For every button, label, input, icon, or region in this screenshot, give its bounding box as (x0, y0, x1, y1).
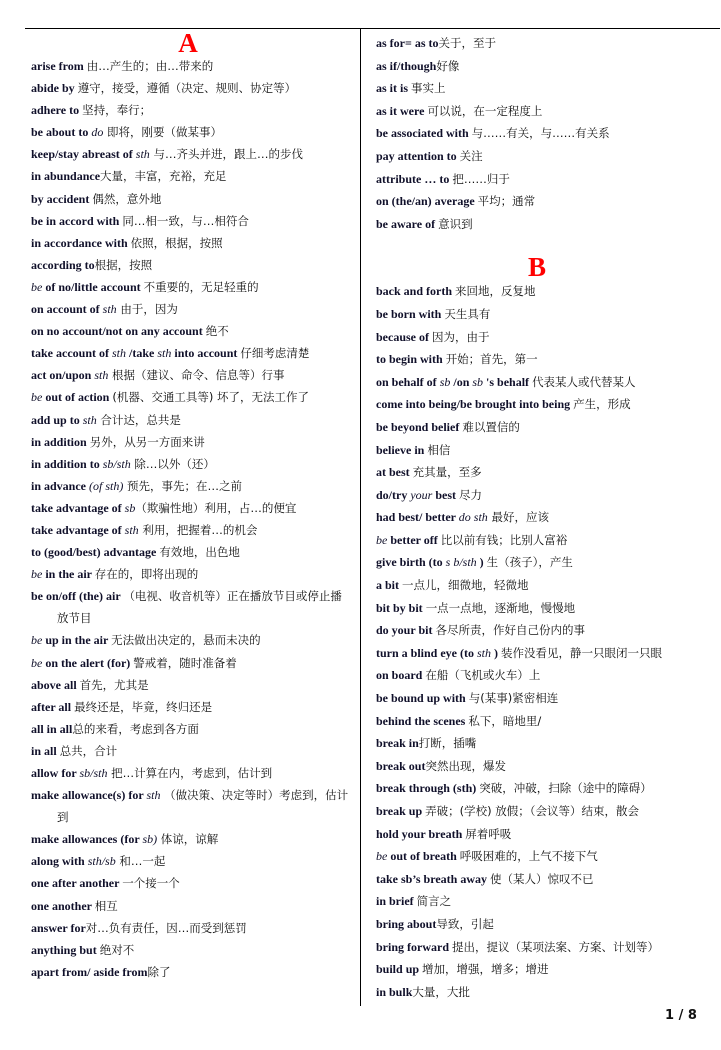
phrase-meaning: 根据，按照 (94, 257, 153, 272)
phrase-term: pay attention to (376, 148, 460, 163)
phrase-term: act on/upon (31, 368, 95, 383)
phrase-entry (376, 936, 698, 959)
phrase-term: bring forward (376, 939, 452, 954)
phrase-entry (376, 416, 698, 439)
entry-list (376, 280, 698, 1003)
phrase-meaning: 无法做出决定的，悬而未决的 (111, 633, 261, 648)
phrase-entry (31, 563, 353, 585)
phrase-term: believe in (376, 442, 428, 457)
phrase-term: make allowances (for (31, 832, 143, 847)
phrase-term: turn a blind eye (to (376, 645, 478, 660)
phrase-entry (376, 800, 698, 823)
phrase-term: do/try (376, 487, 411, 502)
phrase-term: take sb’s breath away (376, 871, 491, 886)
phrase-meaning: 把……归于 (452, 171, 510, 186)
phrase-meaning: 来回地，反复地 (455, 284, 536, 299)
phrase-meaning: 提出，提议（某项法案、方案、计划等） (452, 939, 659, 954)
phrase-meaning: 对…负有责任，因…而受到惩罚 (85, 920, 247, 935)
phrase-meaning: 关于，至于 (438, 36, 496, 50)
phrase-term: do your bit (376, 623, 436, 638)
phrase-term: all in all (31, 721, 73, 736)
phrase-meaning: 充其量，至多 (412, 465, 482, 480)
phrase-entry (31, 762, 353, 784)
phrase-meaning: 简言之 (416, 894, 452, 909)
phrase-entry (31, 342, 353, 364)
phrase-term: come into being/be brought into being (376, 397, 574, 412)
phrase-entry (376, 393, 698, 416)
phrase-term: along with (31, 854, 88, 869)
phrase-term: /take (126, 346, 158, 361)
phrase-placeholder: sth (102, 302, 117, 317)
phrase-meaning: 代表某人或代替某人 (532, 374, 636, 389)
phrase-placeholder: sb (472, 374, 484, 389)
phrase-term: be associated with (376, 126, 472, 141)
phrase-term: according to (31, 257, 95, 272)
phrase-meaning: 首先，尤其是 (79, 677, 149, 692)
phrase-entry (31, 121, 353, 143)
phrase-meaning: 好像 (436, 58, 460, 73)
phrase-term: as it were (376, 103, 428, 118)
phrase-entry (376, 981, 698, 1004)
phrase-entry (31, 674, 353, 696)
phrase-term: one after another (31, 876, 123, 891)
phrase-entry (376, 958, 698, 981)
phrase-meaning: 总的来看，考虑到各方面 (72, 721, 199, 736)
phrase-meaning: 一点一点地，逐渐地，慢慢地 (425, 600, 576, 615)
phrase-meaning: 一点儿，细微地，轻微地 (402, 578, 529, 593)
phrase-term: in accordance with (31, 235, 131, 250)
phrase-meaning: 遵守，接受，遵循（决定、规则、协定等） (77, 81, 297, 96)
phrase-term: on behalf of (376, 374, 440, 389)
phrase-meaning: 事实上 (411, 81, 446, 96)
phrase-entry (31, 696, 353, 718)
phrase-meaning: 依照，根据，按照 (130, 235, 223, 250)
phrase-term: be bound up with (376, 691, 469, 706)
phrase-entry (376, 913, 698, 936)
phrase-meaning: 产生，形成 (573, 397, 631, 412)
section-heading-b: B (527, 252, 546, 283)
phrase-meaning: 利用，把握着…的机会 (138, 522, 258, 537)
phrase-meaning: 平均；通常 (477, 194, 536, 209)
phrase-entry (376, 168, 698, 191)
phrase-term: arise from (31, 59, 87, 73)
phrase-term: bit by bit (376, 600, 426, 615)
phrase-term: take advantage of (31, 522, 125, 537)
phrase-term: on board (376, 668, 426, 683)
phrase-term: /on (450, 374, 473, 389)
phrase-meaning: 把…计算在内，考虑到，估计到 (107, 766, 273, 780)
phrase-term: be about to (31, 125, 92, 140)
phrase-meaning: 与…齐头并进，跟上…的步伐 (149, 147, 303, 162)
phrase-entry (31, 652, 353, 674)
phrase-meaning: 偶然，意外地 (92, 191, 162, 206)
phrase-placeholder: sth (135, 147, 150, 162)
phrase-meaning: 有效地，出色地 (159, 545, 240, 560)
phrase-entry (376, 100, 698, 123)
phrase-meaning: 增加，增强，增多；增进 (422, 962, 549, 977)
phrase-meaning: 天生具有 (444, 306, 491, 321)
phrase-meaning: 和…一起 (115, 854, 166, 869)
page-number: 1 / 8 (665, 1008, 697, 1023)
phrase-entry (376, 597, 698, 620)
column-divider (360, 28, 361, 1006)
phrase-term: break up (376, 804, 426, 818)
phrase-meaning: （做决策、决定等时）考虑到，估计到 (57, 788, 349, 825)
phrase-term: in advance (31, 478, 90, 493)
phrase-term: into account (171, 346, 241, 361)
phrase-entry (376, 213, 698, 236)
phrase-placeholder: sb/sth (79, 766, 108, 780)
phrase-entry (376, 551, 698, 574)
phrase-term: of no/little account (42, 279, 144, 294)
phrase-meaning: 屏着呼吸 (465, 826, 512, 841)
phrase-entry (376, 32, 698, 55)
phrase-entry (376, 868, 698, 891)
phrase-entry (31, 629, 353, 651)
phrase-entry (31, 99, 353, 121)
phrase-term: on the alert (for) (42, 655, 134, 670)
phrase-entry (376, 687, 698, 710)
phrase-meaning: 与……有关，与……有关系 (471, 126, 610, 141)
phrase-term: on (the/an) average (376, 194, 478, 209)
phrase-entry (31, 409, 353, 431)
phrase-term: because of (376, 329, 432, 344)
phrase-entry (376, 890, 698, 913)
phrase-term: by accident (31, 191, 93, 206)
phrase-term: be in accord with (31, 213, 123, 228)
phrase-meaning: 比以前有钱；比别人富裕 (440, 532, 568, 547)
phrase-entry (376, 326, 698, 349)
phrase-term: to begin with (376, 352, 446, 367)
phrase-entry (376, 280, 698, 303)
phrase-entry (31, 77, 353, 99)
phrase-placeholder: sb/sth (102, 456, 131, 471)
phrase-entry (31, 320, 353, 342)
phrase-entry (31, 917, 353, 939)
phrase-placeholder: sth (477, 645, 492, 660)
phrase-meaning: 即将，刚要（做某事） (103, 125, 222, 140)
phrase-term: one another (31, 898, 95, 913)
phrase-term: to (good/best) advantage (31, 545, 160, 560)
phrase-meaning: 存在的，即将出现的 (94, 567, 199, 582)
phrase-term: bring about (376, 916, 437, 931)
phrase-entry (31, 585, 353, 629)
phrase-entry (31, 784, 353, 828)
phrase-placeholder: sth (124, 522, 139, 537)
phrase-term: be born with (376, 306, 445, 321)
phrase-term: above all (31, 677, 80, 692)
phrase-meaning: 突破，冲破，扫除（途中的障碍） (479, 781, 652, 796)
phrase-entry (376, 823, 698, 846)
phrase-meaning: （欺骗性地）利用，占…的便宜 (135, 500, 297, 515)
phrase-meaning: 关注 (459, 148, 483, 163)
phrase-meaning: 装作没看见，静一只眼闭一只眼 (501, 645, 663, 660)
phrase-term: after all (31, 699, 75, 714)
phrase-term: as if/though (376, 58, 437, 73)
phrase-meaning: 私下，暗地里/ (468, 713, 542, 728)
entry-list (31, 55, 353, 983)
phrase-meaning: 打断，插嘴 (418, 736, 477, 751)
left-column (31, 29, 353, 983)
phrase-entry (376, 755, 698, 778)
phrase-meaning: 仔细考虑清楚 (240, 346, 310, 361)
phrase-meaning: 根据（建议、命令、信息等）行事 (108, 368, 285, 383)
phrase-term: be aware of (376, 216, 439, 231)
phrase-entry (31, 895, 353, 917)
phrase-entry (31, 850, 353, 872)
phrase-placeholder: be (376, 849, 388, 864)
phrase-term: attribute … to (376, 171, 453, 186)
phrase-term: as for= as to (376, 36, 439, 50)
phrase-term: abide by (31, 81, 78, 96)
phrase-term: build up (376, 962, 423, 977)
phrase-entry (376, 55, 698, 78)
phrase-meaning: 相互 (94, 898, 118, 913)
right-column (376, 32, 698, 1003)
phrase-meaning: 在船（飞机或火车）上 (425, 668, 541, 683)
phrase-meaning: 绝对不 (99, 942, 135, 957)
phrase-placeholder: sb) (142, 832, 158, 847)
phrase-placeholder: do sth (458, 510, 488, 525)
phrase-placeholder: sth/sb (87, 854, 116, 869)
phrase-entry (31, 475, 353, 497)
phrase-placeholder: sth (94, 368, 109, 383)
phrase-entry (31, 718, 353, 740)
phrase-placeholder: do (91, 125, 104, 140)
phrase-term: in abundance (31, 169, 101, 184)
phrase-entry (31, 188, 353, 210)
phrase-meaning: 大量，丰富，充裕，充足 (100, 169, 227, 184)
phrase-entry (376, 619, 698, 642)
phrase-entry (376, 710, 698, 733)
phrase-meaning: 难以置信的 (462, 419, 520, 434)
phrase-placeholder: sth (112, 346, 127, 361)
phrase-entry (376, 122, 698, 145)
phrase-placeholder: sb (439, 374, 451, 389)
phrase-term: as it is (376, 81, 412, 96)
phrase-term: better off (387, 532, 441, 547)
phrase-term: be on/off (the) air (31, 589, 124, 604)
section-heading-a: A (178, 28, 198, 58)
phrase-entry (31, 431, 353, 453)
phrase-term: in addition (31, 434, 90, 449)
phrase-meaning: 坚持，奉行； (82, 103, 152, 118)
phrase-term: on no account/not on any account (31, 324, 206, 339)
phrase-meaning: 除了 (147, 964, 171, 979)
entry-list (376, 32, 698, 235)
phrase-entry (31, 541, 353, 563)
phrase-meaning: 绝不 (205, 324, 229, 339)
phrase-term: break in (376, 736, 419, 751)
phrase-meaning: 由…产生的；由…带来的 (86, 59, 214, 73)
phrase-entry (376, 506, 698, 529)
phrase-entry (376, 664, 698, 687)
phrase-entry (376, 190, 698, 213)
phrase-entry (31, 872, 353, 894)
phrase-meaning: 导致，引起 (436, 916, 494, 931)
phrase-term: keep/stay abreast of (31, 147, 136, 162)
phrase-term: had best/ better (376, 510, 459, 525)
phrase-term: break through (sth) (376, 781, 480, 796)
phrase-term: be beyond belief (376, 419, 463, 434)
phrase-meaning: 意识到 (438, 216, 473, 231)
phrase-term: answer for (31, 920, 86, 935)
phrase-term: make allowance(s) for (31, 788, 147, 803)
phrase-meaning: 各尽所责，作好自己份内的事 (435, 623, 585, 638)
phrase-placeholder: your (410, 487, 433, 502)
phrase-entry (31, 386, 353, 408)
phrase-entry (31, 165, 353, 187)
phrase-placeholder: s b/sth (445, 555, 477, 570)
phrase-term: give birth (to (376, 555, 446, 570)
phrase-term: at best (376, 465, 413, 480)
phrase-term: a bit (376, 578, 403, 593)
phrase-meaning: 同…相一致，与…相符合 (122, 213, 249, 228)
phrase-term: best (432, 487, 460, 502)
phrase-entry (376, 845, 698, 868)
phrase-meaning: 合计达，总共是 (96, 412, 181, 427)
phrase-entry (31, 55, 353, 77)
phrase-entry (31, 364, 353, 386)
phrase-entry (31, 453, 353, 475)
phrase-entry (31, 232, 353, 254)
phrase-term: on account of (31, 302, 103, 317)
phrase-meaning: 呼吸困难的，上气不接下气 (459, 849, 598, 864)
phrase-term: add up to (31, 412, 83, 427)
phrase-meaning: 突然出现，爆发 (425, 758, 506, 773)
phrase-entry (376, 484, 698, 507)
phrase-meaning: 最终还是，毕竟，终归还是 (74, 699, 213, 714)
phrase-term: 's behalf (483, 374, 533, 389)
phrase-placeholder: sb (124, 500, 136, 515)
phrase-entry (31, 939, 353, 961)
phrase-term: take account of (31, 346, 112, 361)
phrase-entry (376, 574, 698, 597)
phrase-meaning: 可以说，在一定程度上 (427, 103, 543, 118)
phrase-term: behind the scenes (376, 713, 469, 728)
phrase-term: in bulk (376, 984, 413, 999)
phrase-placeholder: sth (157, 346, 172, 361)
phrase-meaning: 由于，因为 (116, 302, 178, 317)
phrase-term: up in the air (42, 633, 112, 648)
phrase-entry (31, 828, 353, 850)
phrase-meaning: 另外，从另一方面来讲 (89, 434, 205, 449)
phrase-entry (31, 497, 353, 519)
phrase-entry (376, 732, 698, 755)
phrase-term: in all (31, 743, 60, 758)
phrase-entry (31, 276, 353, 298)
phrase-entry (31, 254, 353, 276)
phrase-entry (376, 303, 698, 326)
phrase-placeholder: be (376, 532, 388, 547)
phrase-meaning: 最好，应该 (487, 510, 549, 525)
phrase-placeholder: sth (82, 412, 97, 427)
phrase-meaning: （电视、收音机等）正在播放节目或停止播放节目 (57, 589, 342, 626)
phrase-meaning: 相信 (427, 442, 451, 457)
phrase-term: in the air (42, 567, 95, 582)
phrase-meaning: 体谅，谅解 (157, 832, 219, 847)
phrase-term: out of action (42, 390, 113, 405)
phrase-entry (31, 210, 353, 232)
phrase-meaning: 不重要的，无足轻重的 (143, 279, 259, 294)
phrase-term: ) (476, 555, 487, 570)
phrase-placeholder: (of sth) (89, 478, 124, 493)
phrase-entry (376, 371, 698, 394)
phrase-entry (31, 740, 353, 762)
phrase-placeholder: sth (146, 788, 161, 803)
phrase-meaning: (机器、交通工具等) 坏了，无法工作了 (112, 390, 309, 405)
phrase-entry (31, 298, 353, 320)
phrase-meaning: 使（某人）惊叹不已 (490, 871, 594, 886)
phrase-placeholder: be (31, 279, 43, 294)
phrase-meaning: 总共，合计 (59, 743, 118, 758)
phrase-entry (31, 961, 353, 983)
phrase-term: back and forth (376, 284, 456, 299)
phrase-term: out of breath (387, 849, 460, 864)
phrase-entry (376, 461, 698, 484)
phrase-term: adhere to (31, 103, 83, 118)
phrase-term: in addition to (31, 456, 103, 471)
phrase-meaning: 除…以外（还） (130, 456, 215, 471)
phrase-term: apart from/ aside from (31, 964, 148, 979)
phrase-term: break out (376, 758, 426, 773)
phrase-entry (376, 348, 698, 371)
phrase-placeholder: be (31, 655, 43, 670)
phrase-term: hold your breath (376, 826, 466, 841)
phrase-placeholder: be (31, 390, 43, 405)
phrase-entry (376, 777, 698, 800)
phrase-entry (376, 529, 698, 552)
phrase-meaning: 生（孩子），产生 (486, 555, 573, 570)
phrase-entry (376, 145, 698, 168)
phrase-entry (376, 642, 698, 665)
phrase-placeholder: be (31, 567, 43, 582)
phrase-entry (31, 143, 353, 165)
phrase-term: allow for (31, 766, 80, 780)
phrase-entry (31, 519, 353, 541)
phrase-meaning: 开始；首先，第一 (445, 352, 538, 367)
phrase-placeholder: be (31, 633, 43, 648)
phrase-entry (376, 439, 698, 462)
phrase-meaning: 与(某事)紧密相连 (468, 691, 559, 706)
phrase-entry (376, 77, 698, 100)
phrase-term: anything but (31, 942, 100, 957)
phrase-term: take advantage of (31, 500, 125, 515)
phrase-meaning: 大量，大批 (412, 984, 470, 999)
phrase-meaning: 尽力 (459, 487, 483, 502)
phrase-meaning: 预先，事先；在…之前 (123, 478, 243, 493)
phrase-term: ) (491, 645, 502, 660)
phrase-meaning: 弄破；(学校) 放假；（会议等）结束，散会 (425, 804, 640, 818)
phrase-meaning: 警戒着，随时准备着 (133, 655, 237, 670)
phrase-meaning: 一个接一个 (122, 876, 180, 891)
phrase-term: in brief (376, 894, 417, 909)
phrase-meaning: 因为，由于 (432, 329, 490, 344)
